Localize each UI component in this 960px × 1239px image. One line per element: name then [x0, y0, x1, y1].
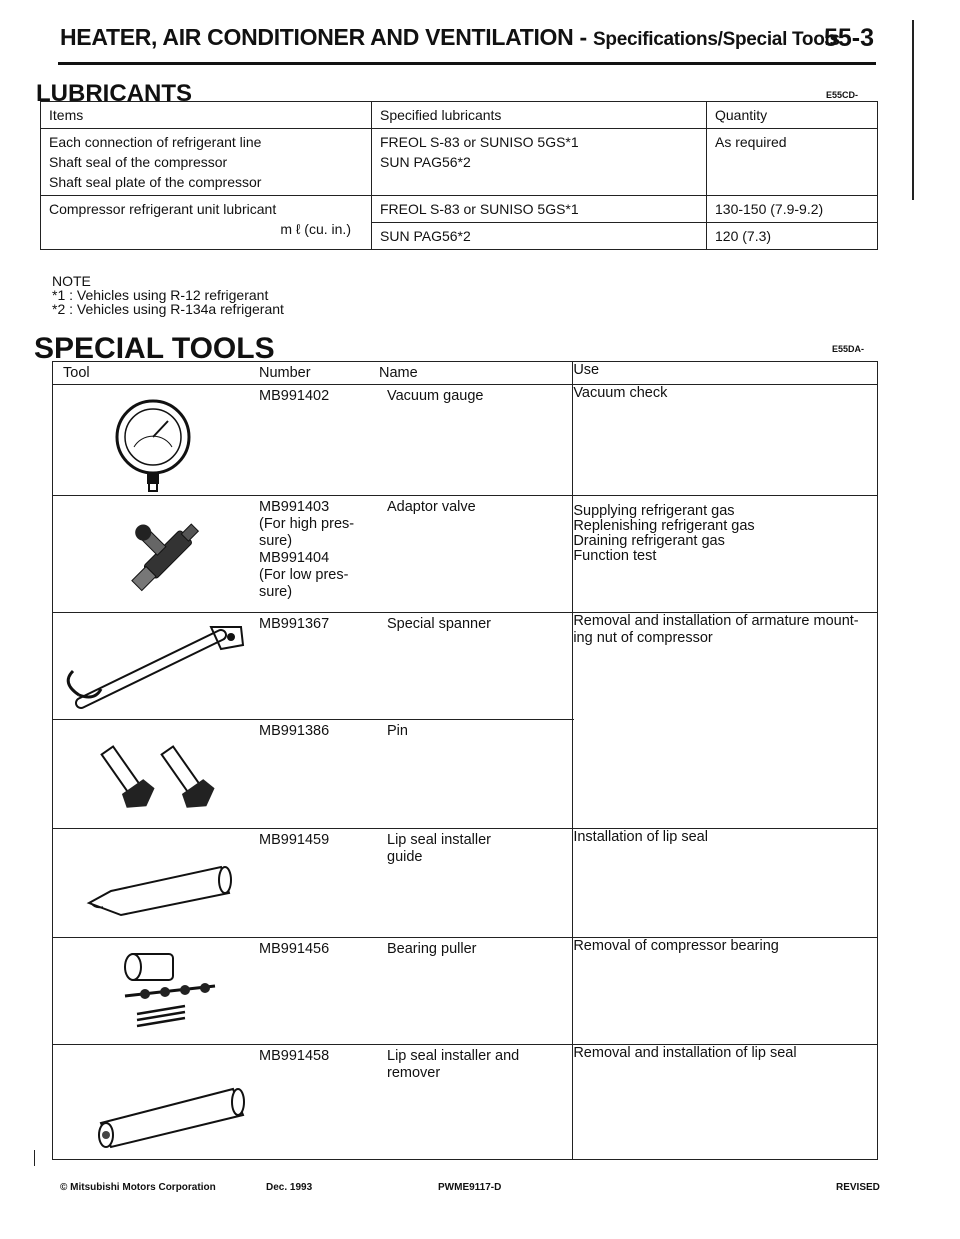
items-cell [41, 129, 372, 196]
table-row [53, 1045, 878, 1160]
col-quantity-header: Quantity [707, 102, 878, 129]
tool-name: Lip seal installer guide [387, 832, 491, 865]
lubricant-cell [372, 129, 707, 196]
lubricant-cell: FREOL S-83 or SUNISO 5GS*1 [372, 196, 707, 223]
table-row [41, 196, 878, 223]
tool-number: MB991458 [259, 1048, 330, 1064]
quantity-cell: 120 (7.3) [707, 223, 878, 250]
tool-number: MB991459 [259, 832, 330, 848]
item-text: Each connection of refrigerant line [49, 134, 262, 150]
footer-doc-code: PWME9117-D [438, 1182, 502, 1193]
tool-header-cell [53, 362, 573, 385]
col-items-header: Items [41, 102, 372, 129]
tool-number: MB991403 (For high pres- sure) MB991404 (For low pres- sure) [259, 499, 355, 600]
spanner-icon [61, 623, 251, 713]
lubricants-title: LUBRICANTS [36, 80, 192, 107]
note-title: NOTE [52, 273, 91, 289]
table-row [53, 829, 878, 938]
item-text: Shaft seal plate of the compressor [49, 174, 262, 190]
lubricant-text: FREOL S-83 or SUNISO 5GS*1 [380, 134, 579, 150]
bearing-puller-icon [115, 948, 225, 1044]
table-row [53, 938, 878, 1045]
table-row [53, 385, 878, 496]
tool-name: Pin [387, 723, 408, 739]
pin-icon [93, 740, 233, 820]
tool-number: MB991456 [259, 941, 330, 957]
tool-cell [53, 829, 573, 938]
header-subtitle: Specifications/Special Tools [593, 29, 840, 50]
tool-use: Removal and installation of armature mount- ing nut of compressor [573, 613, 878, 829]
lubricant-text: SUN PAG56*2 [380, 154, 471, 170]
special-tools-title: SPECIAL TOOLS [34, 332, 275, 365]
tool-number: MB991402 [259, 388, 330, 404]
lubricants-code: E55CD- [826, 90, 859, 100]
item-text: Compressor refrigerant unit lubricant [49, 201, 277, 217]
tool-use: Vacuum check [573, 385, 878, 496]
tool-name: Vacuum gauge [387, 388, 484, 404]
col-use-header: Use [573, 362, 878, 385]
tool-cell [53, 720, 573, 829]
installer-remover-icon [93, 1075, 263, 1151]
tool-cell [53, 496, 573, 613]
tool-use: Supplying refrigerant gas Replenishing refrigerant gas Draining refrigerant gas Function test [573, 496, 878, 613]
item-text: Shaft seal of the compressor [49, 154, 228, 170]
unit-text: m ℓ (cu. in.) [280, 221, 351, 237]
special-tools-code: E55DA- [832, 344, 865, 354]
col-name-header: Name [379, 365, 418, 381]
col-lubricants-header: Specified lubricants [372, 102, 707, 129]
tool-number: MB991367 [259, 616, 330, 632]
table-header-row [41, 102, 878, 129]
tool-name: Adaptor valve [387, 499, 476, 515]
adaptor-valve-icon [113, 510, 213, 606]
tool-use: Removal of compressor bearing [573, 938, 878, 1045]
special-tools-table [52, 361, 878, 1160]
vacuum-gauge-icon [108, 397, 198, 493]
tool-name: Special spanner [387, 616, 491, 632]
footer-date: Dec. 1993 [266, 1182, 313, 1193]
note-line: *1 : Vehicles using R-12 refrigerant [52, 287, 269, 303]
footer-status: REVISED [836, 1182, 880, 1193]
tool-use: Removal and installation of lip seal [573, 1045, 878, 1160]
footer-copyright: © Mitsubishi Motors Corporation [60, 1182, 216, 1193]
table-row [41, 129, 878, 196]
table-row [53, 613, 878, 720]
lubricant-cell: SUN PAG56*2 [372, 223, 707, 250]
tool-number: MB991386 [259, 723, 330, 739]
header-main-title: HEATER, AIR CONDITIONER AND VENTILATION - [60, 24, 587, 50]
note-line: *2 : Vehicles using R-134a refrigerant [52, 301, 284, 317]
installer-guide-icon [81, 853, 241, 923]
tool-cell [53, 613, 573, 720]
tool-name: Bearing puller [387, 941, 477, 957]
tool-cell [53, 1045, 573, 1160]
items-cell [41, 196, 372, 250]
binding-edge-line [912, 20, 914, 200]
quantity-cell: 130-150 (7.9-9.2) [707, 196, 878, 223]
page-header-title [60, 24, 840, 51]
col-number-header: Number [259, 365, 311, 381]
col-tool-header: Tool [63, 365, 90, 381]
tool-cell [53, 938, 573, 1045]
tool-name: Lip seal installer and remover [387, 1048, 520, 1081]
table-row [53, 496, 878, 613]
quantity-cell: As required [707, 129, 878, 196]
table-header-row [53, 362, 878, 385]
lubricants-table [40, 101, 878, 250]
header-rule [58, 62, 876, 65]
margin-mark [34, 1150, 35, 1166]
page-number: 55-3 [824, 24, 875, 52]
tool-cell [53, 385, 573, 496]
note-block [52, 274, 284, 316]
tool-use: Installation of lip seal [573, 829, 878, 938]
